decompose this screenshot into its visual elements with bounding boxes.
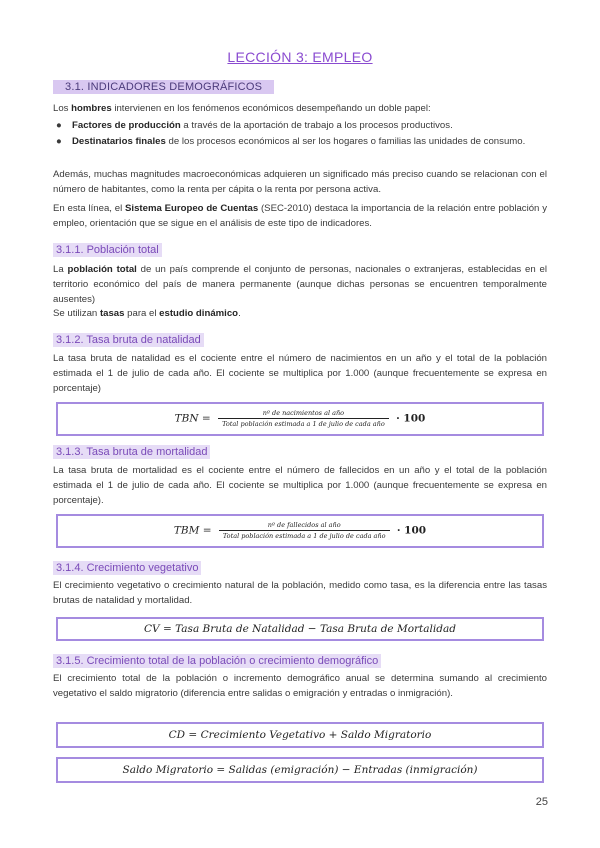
bullet-icon: ● xyxy=(56,120,62,131)
formula-cd: CD = Crecimiento Vegetativo + Saldo Migratorio xyxy=(168,729,432,741)
page-title: LECCIÓN 3: EMPLEO xyxy=(227,49,373,65)
fraction-denominator: Total población estimada a 1 de julio de cada año xyxy=(222,420,385,428)
subsection-heading-crecimiento-vegetativo: 3.1.4. Crecimiento vegetativo xyxy=(53,561,201,575)
bullet-text xyxy=(72,134,546,149)
tasas-bold-2: estudio dinámico xyxy=(159,308,239,319)
fraction xyxy=(219,521,390,540)
poblacion-bold: población total xyxy=(67,264,137,275)
poblacion-prefix: La xyxy=(53,264,68,275)
fraction-numerator: nº de nacimientos al año xyxy=(218,409,389,419)
formula-box-cd xyxy=(56,722,544,748)
fraction-denominator: Total población estimada a 1 de julio de cada año xyxy=(222,532,386,540)
formula-lhs: TBN = xyxy=(174,412,211,425)
tasas-end: . xyxy=(238,308,241,319)
crecimiento-total-paragraph: El crecimiento total de la población o incremento demográfico anual se determina sumando al crecimiento vegetativo el saldo migratorio (diferencia entre salidas o emigración y entradas o inmigración). xyxy=(53,673,547,699)
sec-rest: (SEC-2010) destaca la importancia de la relación entre población y empleo, orientación que se sigue en el análisis de este tipo de indicadores. xyxy=(53,203,547,229)
intro-bold: hombres xyxy=(71,103,112,114)
formula-lhs: TBM = xyxy=(173,524,212,537)
formula-box-tbm xyxy=(56,514,544,548)
sec-prefix: En esta línea, el xyxy=(53,203,126,214)
section-heading: 3.1. INDICADORES DEMOGRÁFICOS xyxy=(53,80,274,94)
intro-rest: intervienen en los fenómenos económicos desempeñando un doble papel: xyxy=(111,103,431,114)
subsection-heading-mortalidad: 3.1.3. Tasa bruta de mortalidad xyxy=(53,445,210,459)
sec-paragraph xyxy=(53,201,547,231)
bullet-bold: Factores de producción xyxy=(72,120,181,131)
bullet-item xyxy=(56,134,548,164)
poblacion-paragraph xyxy=(53,262,547,307)
subsection-heading-poblacion-total: 3.1.1. Población total xyxy=(53,243,162,257)
tasas-mid: para el xyxy=(124,308,160,319)
bullet-rest: de los procesos económicos al ser los hogares o familias las unidades de consumo. xyxy=(165,136,526,147)
sec-bold: Sistema Europeo de Cuentas xyxy=(125,203,259,214)
bullet-bold: Destinatarios finales xyxy=(72,136,166,147)
fraction xyxy=(218,409,389,428)
fraction-numerator: nº de fallecidos al año xyxy=(219,521,390,531)
formula-box-cv xyxy=(56,617,544,641)
formula-rhs: · 100 xyxy=(396,412,426,425)
mortalidad-paragraph: La tasa bruta de mortalidad es el cociente entre el número de fallecidos en un año y el total de la población estimada el 1 de julio de cada año. El cociente se multiplica por 1.000 (aunque frecuentemente se expresa en porcentaje). xyxy=(53,465,547,506)
bullet-rest: a través de la aportación de trabajo a los procesos productivos. xyxy=(180,120,453,131)
formula-cv: CV = Tasa Bruta de Natalidad − Tasa Bruta de Mortalidad xyxy=(144,623,456,635)
magnitudes-paragraph: Además, muchas magnitudes macroeconómicas adquieren un significado más preciso cuando se relacionan con el número de habitantes, como la renta per cápita o la renta por persona activa. xyxy=(53,169,547,195)
formula-rhs: · 100 xyxy=(396,524,427,537)
tasas-prefix: Se utilizan xyxy=(53,308,100,319)
bullet-icon: ● xyxy=(56,136,62,147)
tasas-bold: tasas xyxy=(99,308,125,319)
bullet-text xyxy=(72,118,546,133)
bullet-item xyxy=(56,118,548,133)
formula-saldo-migratorio: Saldo Migratorio = Salidas (emigración) − Entradas (inmigración) xyxy=(122,764,478,776)
formula-box-tbn xyxy=(56,402,544,436)
formula-tbn xyxy=(58,409,542,428)
subsection-heading-crecimiento-total: 3.1.5. Crecimiento total de la población o crecimiento demográfico xyxy=(53,654,381,668)
formula-tbm xyxy=(58,521,542,540)
page-number: 25 xyxy=(535,796,548,808)
natalidad-paragraph: La tasa bruta de natalidad es el cociente entre el número de nacimientos en un año y el total de la población estimada el 1 de julio de cada año. El cociente se multiplica por 1.000 (aunque frecuentemente se expresa en porcentaje) xyxy=(53,353,547,394)
subsection-heading-natalidad: 3.1.2. Tasa bruta de natalidad xyxy=(53,333,204,347)
tasas-paragraph xyxy=(53,306,547,321)
vegetativo-paragraph: El crecimiento vegetativo o crecimiento natural de la población, medido como tasa, es la diferencia entre las tasas brutas de natalidad y mortalidad. xyxy=(53,580,547,606)
formula-box-saldo xyxy=(56,757,544,783)
intro-paragraph xyxy=(53,101,547,116)
intro-prefix: Los xyxy=(53,103,72,114)
poblacion-rest: de un país comprende el conjunto de personas, nacionales o extranjeras, establecidas en el territorio económico del país de manera permanente (aunque dichas personas se encuentren temporalmente ausentes) xyxy=(53,264,547,305)
